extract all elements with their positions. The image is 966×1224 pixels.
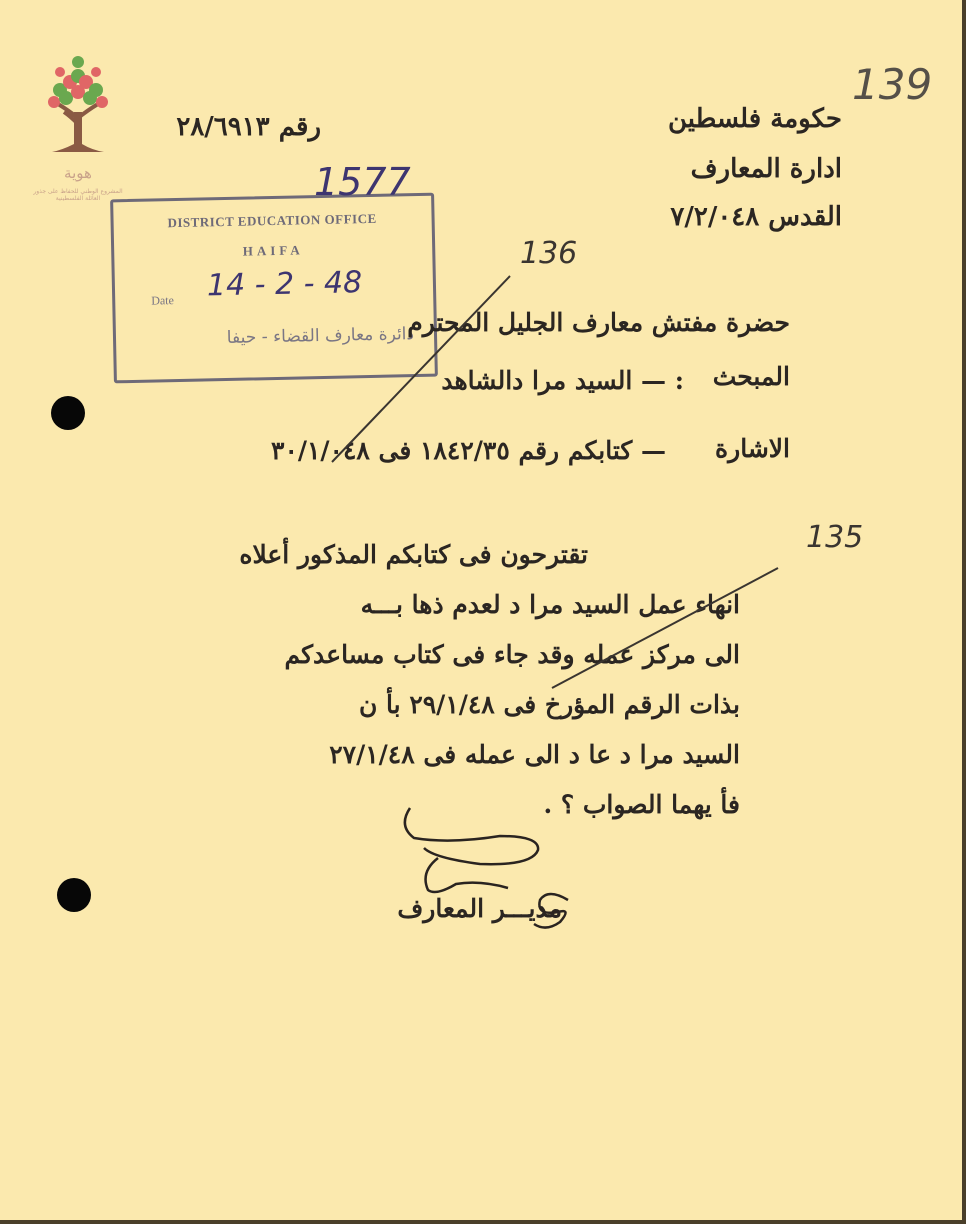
signature-scribble: [405, 808, 568, 928]
body-line-1: تقترحون فى كتابكم المذكور أعلاه: [239, 540, 588, 569]
page-edge: [962, 0, 966, 1224]
margin-note-136: 136: [520, 236, 578, 271]
department-name: ادارة المعارف: [690, 154, 842, 184]
body-line-5: السيد مرا د عا د الى عمله فى ٢٧/١/٤٨: [329, 740, 740, 769]
page-edge: [0, 1220, 966, 1224]
page-number-handwritten: 139: [852, 60, 933, 109]
body-line-2: انهاء عمل السيد مرا د لعدم ذها بـــه: [360, 590, 740, 619]
stamp-office: DISTRICT EDUCATION OFFICE: [167, 210, 377, 231]
body-line-4: بذات الرقم المؤرخ فى ٢٩/١/٤٨ بأ ن: [358, 690, 740, 719]
place-and-date: القدس ٧/٢/٠٤٨: [670, 202, 842, 232]
government-name: حكومة فلسطين: [668, 104, 842, 134]
stamp-date-value: 14 - 2 - 48: [206, 265, 363, 304]
stamp-date-label: Date: [151, 293, 175, 308]
reference-value: — كتابكم رقم ١٨٤٢/٣٥ فى ٣٠/١/٠٤٨: [271, 436, 666, 465]
binder-hole-icon: [51, 396, 85, 430]
addressee: حضرة مفتش معارف الجليل المحترم: [407, 308, 790, 337]
body-line-3: الى مركز عمله وقد جاء فى كتاب مساعدكم: [284, 640, 740, 669]
stamp-city: HAIFA: [242, 242, 304, 259]
subject-value: : — السيد مرا دالشاهد: [441, 366, 684, 395]
binder-hole-icon: [57, 878, 91, 912]
body-line-6: فأ يهما الصواب ؟ .: [543, 790, 740, 819]
stamp-number-handwritten: 1577: [314, 160, 411, 204]
stamp-arabic-text: دائرة معارف القضاء - حيفا: [226, 324, 415, 348]
archive-logo-name: هوية: [64, 164, 92, 182]
reference-label: الاشارة: [715, 434, 790, 463]
diagonal-pen-stroke: [332, 276, 510, 462]
archive-logo-subtitle: المشروع الوطني للحفاظ على جذور العائلة الفلسطينية: [33, 188, 123, 202]
signature-title: مديـــر المعارف: [397, 894, 562, 923]
reference-number: رقم ٢٨/٦٩١٣: [176, 112, 321, 142]
diagonal-pen-stroke: [552, 568, 778, 688]
margin-note-135: 135: [806, 520, 864, 555]
subject-label: المبحث: [712, 362, 790, 391]
